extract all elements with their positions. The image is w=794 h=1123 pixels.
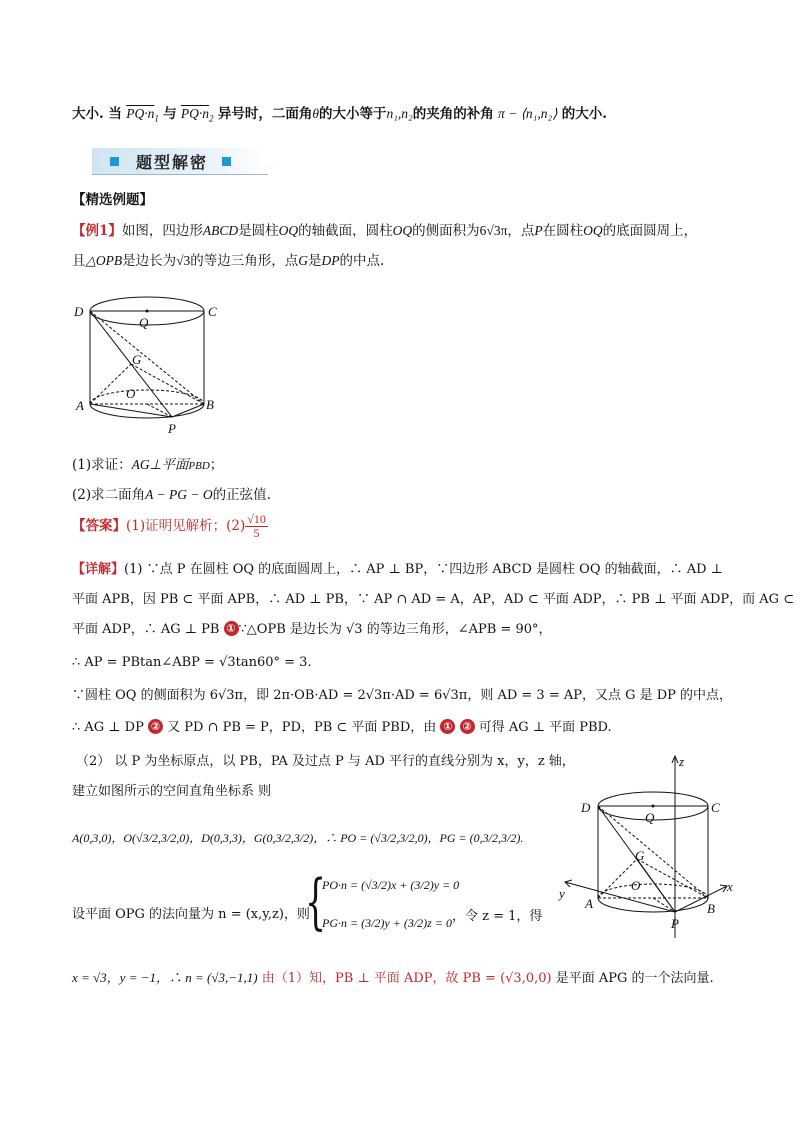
example-line-1: 【例1】如图，四边形ABCD是圆柱OQ的轴截面，圆柱OQ的侧面积为6√3π，点P在圆柱OQ的底面圆周上， <box>72 223 698 239</box>
detail-line-4: ∴ AP = PBtan∠ABP = √3tan60° = 3. <box>72 655 312 670</box>
coords-line: A(0,3,0)，O(√3/2,3/2,0)，D(0,3,3)，G(0,3/2,3/2)，∴ PO = (√3/2,3/2,0)，PG = (0,3/2,3/2). <box>72 831 524 845</box>
label-P: P <box>671 916 679 931</box>
intro-line: 大小. 当 $PQ\cdot n_1$ 与 $PQ\cdot n_2$ 异号时，二面角θ的大小等于n₁,n₂的夹角的补角 π − ⟨n₁,n₂⟩ 的大小. <box>72 106 607 124</box>
label-y: y <box>559 886 565 901</box>
label-x: x <box>727 879 733 894</box>
equation-1: PO·n = (√3/2)x + (3/2)y = 0 <box>322 878 460 892</box>
GP-line <box>637 859 675 912</box>
answer-fraction: $\frac{√10}{5}$ <box>247 512 266 540</box>
label-G: G <box>635 848 645 863</box>
banner-square-icon <box>222 157 231 166</box>
final-line: x = √3，y = −1，∴ n = (√3,−1,1) 由（1）知，PB ⊥ 平面 ADP，故 PB = (√3,0,0) 是平面 APG 的一个法向量. <box>72 970 714 986</box>
OP-line <box>653 898 675 912</box>
label-C: C <box>711 800 720 815</box>
label-D: D <box>581 800 591 815</box>
sub-heading: 【精选例题】 <box>72 192 153 208</box>
label-B: B <box>206 397 214 412</box>
GB-line <box>637 859 708 898</box>
label-D: D <box>74 304 84 319</box>
point-Q <box>146 310 149 313</box>
part2-line-2: 建立如图所示的空间直角坐标系 则 <box>72 784 272 799</box>
question-2: (2)求二面角A − PG − O的正弦值. <box>72 487 271 503</box>
banner-square-icon <box>110 157 119 166</box>
section-title: 题型解密 <box>136 153 209 172</box>
label-Q: Q <box>139 315 149 330</box>
label-G: G <box>132 352 142 367</box>
label-A: A <box>585 896 593 911</box>
section-banner-underline <box>92 174 268 175</box>
bottom-back <box>90 390 204 404</box>
answer-line: 【答案】(1)证明见解析；(2) $\frac{√10}{5}$ <box>72 512 266 540</box>
label-C: C <box>208 304 217 319</box>
point-Q <box>652 805 655 808</box>
detail-line-1: 【详解】(1) ∵点 P 在圆柱 OQ 的底面圆周上，∴ AP ⊥ BP，∵四边形 ABCD 是圆柱 OQ 的轴截面，∴ AD ⊥ <box>72 562 723 577</box>
label-z: z <box>679 754 685 769</box>
detail-line-3: 平面 ADP，∴ AG ⊥ PB ① ∵△OPB 是边长为 √3 的等边三角形，∠APB = 90°， <box>72 622 552 637</box>
label-P: P <box>168 421 176 436</box>
GB-line <box>131 364 204 404</box>
bottom-front <box>598 898 708 912</box>
detail-line-5: ∵圆柱 OQ 的侧面积为 6√3π，即 2π·OB·AD = 2√3π·AD = 6√3π，则 AD = 3 = AP，又点 G 是 DP 的中点， <box>72 688 733 703</box>
AG-line <box>90 364 131 404</box>
equation-brace: { <box>305 867 327 937</box>
label-B: B <box>707 901 715 916</box>
BP-line <box>172 404 204 417</box>
cylinder-figure-2 <box>555 752 745 942</box>
detail-line-6: ∴ AG ⊥ DP ② 又 PD ∩ PB = P，PD，PB ⊂ 平面 PBD，由 ① ② 可得 AG ⊥ 平面 PBD. <box>72 720 612 735</box>
label-O: O <box>631 878 641 893</box>
label-A: A <box>76 398 84 413</box>
equation-2: PG·n = (3/2)y + (3/2)z = 0 <box>322 916 452 930</box>
label-O: O <box>126 386 136 401</box>
example-line-2: 且△OPB是边长为√3的等边三角形，点G是DP的中点. <box>72 253 385 269</box>
AP-line <box>90 404 172 417</box>
normal-vector-tail: ，令 z = 1，得 <box>452 909 543 924</box>
x-axis <box>675 886 727 912</box>
normal-vector-line: 设平面 OPG 的法向量为 n = (x,y,z)，则 <box>72 907 310 922</box>
label-Q: Q <box>645 810 655 825</box>
question-1: (1)求证：AG⊥平面PBD； <box>72 457 224 473</box>
part2-line-1: （2） 以 P 为坐标原点，以 PB，PA 及过点 P 与 AD 平行的直线分别为 x，y，z 轴， <box>76 754 575 769</box>
detail-line-2: 平面 APB，因 PB ⊂ 平面 APB，∴ AD ⊥ PB，∵ AP ∩ AD = A，AP，AD ⊂ 平面 ADP，∴ PB ⊥ 平面 ADP，而 AG ⊂ <box>72 592 794 607</box>
cylinder-figure-1 <box>70 282 230 442</box>
